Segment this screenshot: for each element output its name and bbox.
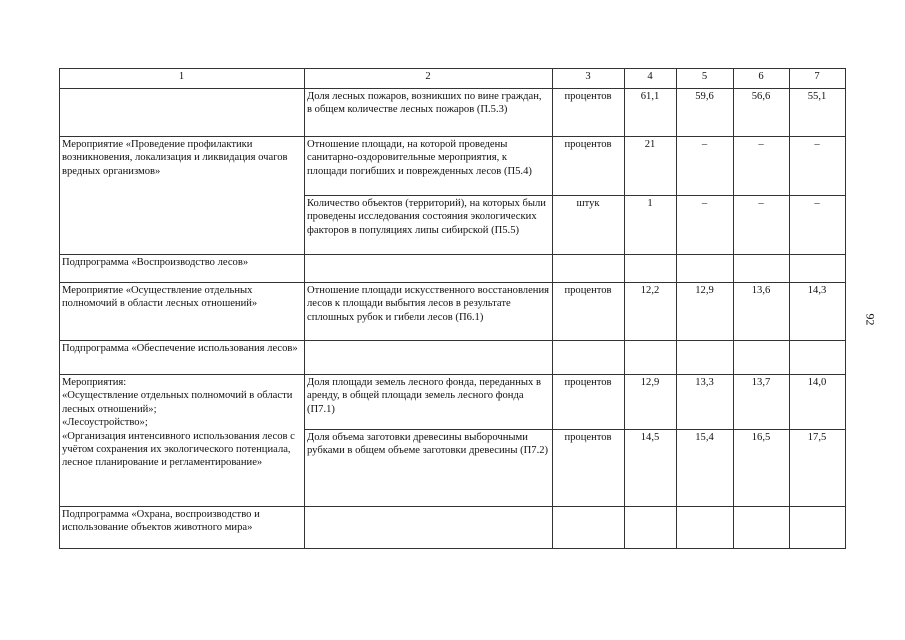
indicator-cell	[305, 255, 553, 283]
value-cell	[677, 255, 734, 283]
value-cell: 21	[625, 137, 677, 196]
header-cell: 2	[305, 69, 553, 89]
measure-cell: Мероприятие «Проведение профилактики возникновения, локализация и ликвидация очагов вредных организмов»	[60, 137, 305, 255]
value-cell	[790, 255, 846, 283]
value-cell: 13,3	[677, 375, 734, 430]
measure-cell: Мероприятия: «Осуществление отдельных полномочий в области лесных отношений»; «Лесоустройство»; «Организация интенсивного использования лесов с учётом сохранения их экологического потенциала, лесное планирование и регламентирование»	[60, 375, 305, 507]
unit-cell: процентов	[553, 375, 625, 430]
unit-cell	[553, 255, 625, 283]
value-cell: 61,1	[625, 89, 677, 137]
table-row	[60, 341, 846, 375]
value-cell: 13,6	[734, 283, 790, 341]
value-cell: –	[677, 196, 734, 255]
table-header-row	[60, 69, 846, 89]
measure-cell	[60, 89, 305, 137]
indicator-cell: Доля лесных пожаров, возникших по вине граждан, в общем количестве лесных пожаров (П.5.3)	[305, 89, 553, 137]
value-cell	[625, 507, 677, 549]
header-cell: 6	[734, 69, 790, 89]
unit-cell: штук	[553, 196, 625, 255]
value-cell: 55,1	[790, 89, 846, 137]
value-cell	[625, 255, 677, 283]
value-cell: 15,4	[677, 430, 734, 507]
table-row	[60, 507, 846, 549]
value-cell: 12,2	[625, 283, 677, 341]
header-cell: 4	[625, 69, 677, 89]
indicator-cell: Отношение площади, на которой проведены санитарно-оздоровительные мероприятия, к площади погибших и поврежденных лесов (П5.4)	[305, 137, 553, 196]
value-cell	[790, 341, 846, 375]
unit-cell: процентов	[553, 430, 625, 507]
table-row	[60, 255, 846, 283]
unit-cell	[553, 507, 625, 549]
unit-cell: процентов	[553, 137, 625, 196]
page-number: 92	[863, 313, 878, 326]
value-cell: 59,6	[677, 89, 734, 137]
value-cell: 1	[625, 196, 677, 255]
indicator-cell: Отношение площади искусственного восстановления лесов к площади выбытия лесов в результате сплошных рубок и гибели лесов (П6.1)	[305, 283, 553, 341]
table-row	[60, 89, 846, 137]
value-cell: 14,5	[625, 430, 677, 507]
value-cell: –	[790, 137, 846, 196]
value-cell	[625, 341, 677, 375]
value-cell	[734, 255, 790, 283]
indicator-cell	[305, 507, 553, 549]
value-cell: 17,5	[790, 430, 846, 507]
value-cell: 12,9	[677, 283, 734, 341]
unit-cell: процентов	[553, 89, 625, 137]
header-cell: 3	[553, 69, 625, 89]
subprogram-cell: Подпрограмма «Охрана, воспроизводство и использование объектов животного мира»	[60, 507, 305, 549]
value-cell: 14,0	[790, 375, 846, 430]
measure-cell: Мероприятие «Осуществление отдельных полномочий в области лесных отношений»	[60, 283, 305, 341]
indicator-cell	[305, 341, 553, 375]
header-cell: 1	[60, 69, 305, 89]
value-cell: 14,3	[790, 283, 846, 341]
table-row	[60, 375, 846, 430]
value-cell: –	[790, 196, 846, 255]
indicators-table	[59, 68, 846, 549]
unit-cell: процентов	[553, 283, 625, 341]
table-row	[60, 283, 846, 341]
indicator-cell: Доля объема заготовки древесины выборочными рубками в общем объеме заготовки древесины (П7.2)	[305, 430, 553, 507]
value-cell: –	[734, 137, 790, 196]
value-cell: 56,6	[734, 89, 790, 137]
value-cell: 16,5	[734, 430, 790, 507]
value-cell: 13,7	[734, 375, 790, 430]
value-cell	[734, 341, 790, 375]
header-cell: 7	[790, 69, 846, 89]
value-cell	[677, 507, 734, 549]
indicator-cell: Количество объектов (территорий), на которых были проведены исследования состояния экологических факторов в популяциях липы сибирской (П5.5)	[305, 196, 553, 255]
value-cell: –	[734, 196, 790, 255]
indicator-cell: Доля площади земель лесного фонда, переданных в аренду, в общей площади земель лесного фонда (П7.1)	[305, 375, 553, 430]
subprogram-cell: Подпрограмма «Обеспечение использования лесов»	[60, 341, 305, 375]
value-cell	[677, 341, 734, 375]
value-cell	[790, 507, 846, 549]
unit-cell	[553, 341, 625, 375]
subprogram-cell: Подпрограмма «Воспроизводство лесов»	[60, 255, 305, 283]
table-row	[60, 137, 846, 196]
value-cell: 12,9	[625, 375, 677, 430]
value-cell: –	[677, 137, 734, 196]
value-cell	[734, 507, 790, 549]
header-cell: 5	[677, 69, 734, 89]
